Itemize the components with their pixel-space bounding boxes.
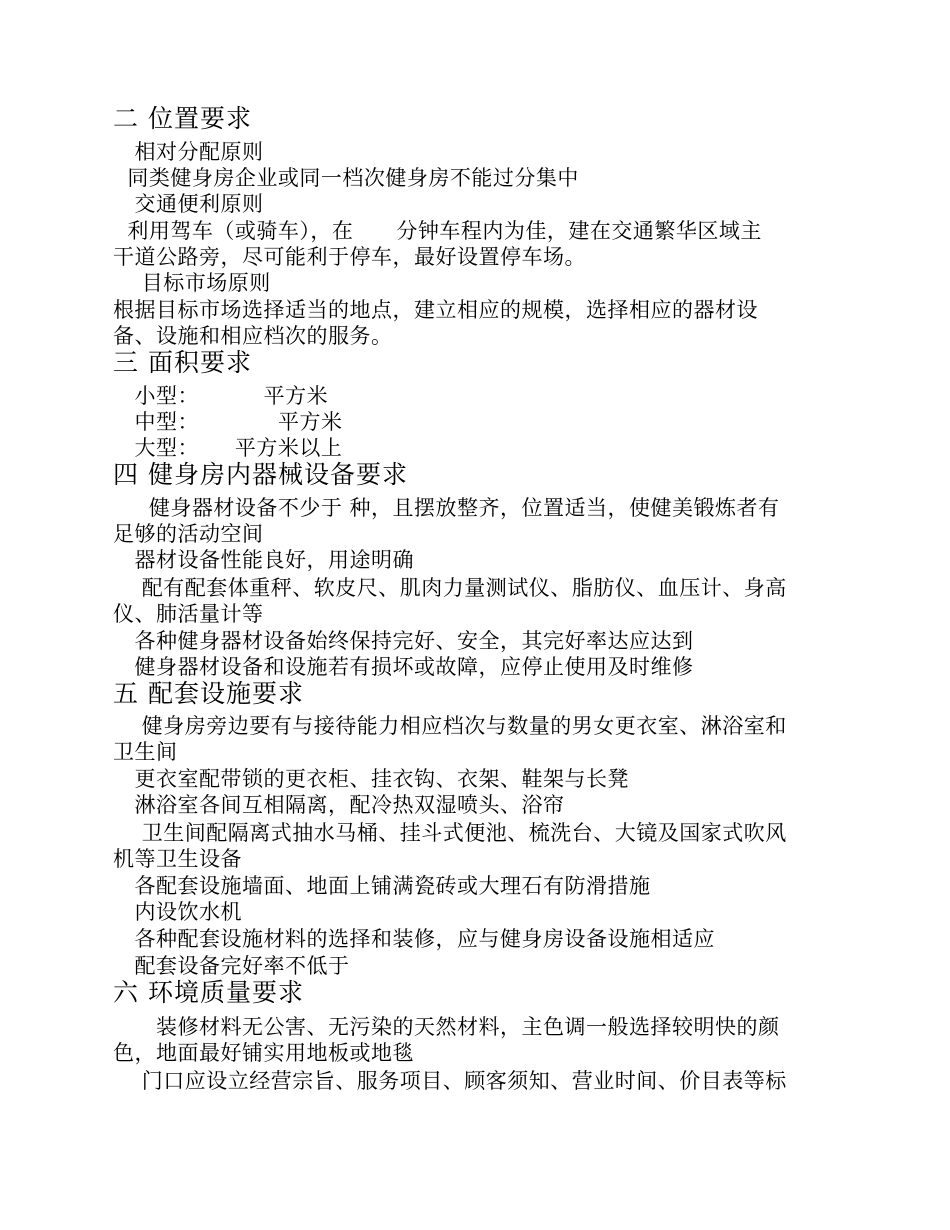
- text-line: 相对分配原则: [113, 140, 264, 164]
- text-line: 各种健身器材设备始终保持完好、安全，其完好率达应达到: [113, 629, 694, 653]
- text-line: 备、设施和相应档次的服务。: [113, 324, 393, 348]
- text-line: 足够的活动空间: [113, 522, 264, 546]
- text-line: 更衣室配带锁的更衣柜、挂衣钩、衣架、鞋架与长凳: [113, 767, 630, 791]
- text-line: 利用驾车（或骑车），在 分钟车程内为佳，建在交通繁华区域主: [113, 219, 762, 243]
- section-heading-environment: 六 环境质量要求: [113, 978, 304, 1007]
- text-line: 配套设备完好率不低于: [113, 954, 350, 978]
- text-line: 健身器材设备不少于 种，且摆放整齐，位置适当，使健美锻炼者有: [113, 496, 780, 520]
- text-line: 各配套设施墙面、地面上铺满瓷砖或大理石有防滑措施: [113, 874, 651, 898]
- text-line: 器材设备性能良好，用途明确: [113, 548, 415, 572]
- text-line: 小型： 平方米: [113, 384, 329, 408]
- text-line: 内设饮水机: [113, 900, 243, 924]
- text-line: 机等卫生设备: [113, 847, 242, 871]
- text-line: 健身房旁边要有与接待能力相应档次与数量的男女更衣室、淋浴室和: [113, 714, 787, 738]
- text-line: 健身器材设备和设施若有损坏或故障，应停止使用及时维修: [113, 655, 694, 679]
- text-line: 卫生间: [113, 740, 178, 764]
- text-line: 目标市场原则: [113, 271, 271, 295]
- section-heading-area: 三 面积要求: [113, 348, 252, 377]
- text-line: 中型： 平方米: [113, 410, 343, 434]
- text-line: 装修材料无公害、无污染的天然材料，主色调一般选择较明快的颜: [113, 1015, 780, 1039]
- section-heading-location: 二 位置要求: [113, 104, 252, 133]
- text-line: 同类健身房企业或同一档次健身房不能过分集中: [113, 166, 579, 190]
- section-heading-facilities: 五 配套设施要求: [113, 679, 304, 708]
- text-line: 仪、肺活量计等: [113, 602, 264, 626]
- text-line: 各种配套设施材料的选择和装修，应与健身房设备设施相适应: [113, 927, 716, 951]
- text-line: 配有配套体重秤、软皮尺、肌肉力量测试仪、脂肪仪、血压计、身高: [113, 576, 787, 600]
- text-line: 根据目标市场选择适当的地点，建立相应的规模，选择相应的器材设: [113, 298, 758, 322]
- text-line: 交通便利原则: [113, 192, 264, 216]
- text-line: 淋浴室各间互相隔离，配冷热双湿喷头、浴帘: [113, 793, 565, 817]
- section-heading-equipment: 四 健身房内器械设备要求: [113, 460, 408, 489]
- text-line: 门口应设立经营宗旨、服务项目、顾客须知、营业时间、价目表等标: [113, 1069, 787, 1093]
- text-line: 卫生间配隔离式抽水马桶、挂斗式便池、梳洗台、大镜及国家式吹风: [113, 821, 787, 845]
- text-line: 干道公路旁，尽可能利于停车，最好设置停车场。: [113, 245, 586, 269]
- text-line: 大型： 平方米以上: [113, 436, 343, 460]
- text-line: 色，地面最好铺实用地板或地毯: [113, 1041, 414, 1065]
